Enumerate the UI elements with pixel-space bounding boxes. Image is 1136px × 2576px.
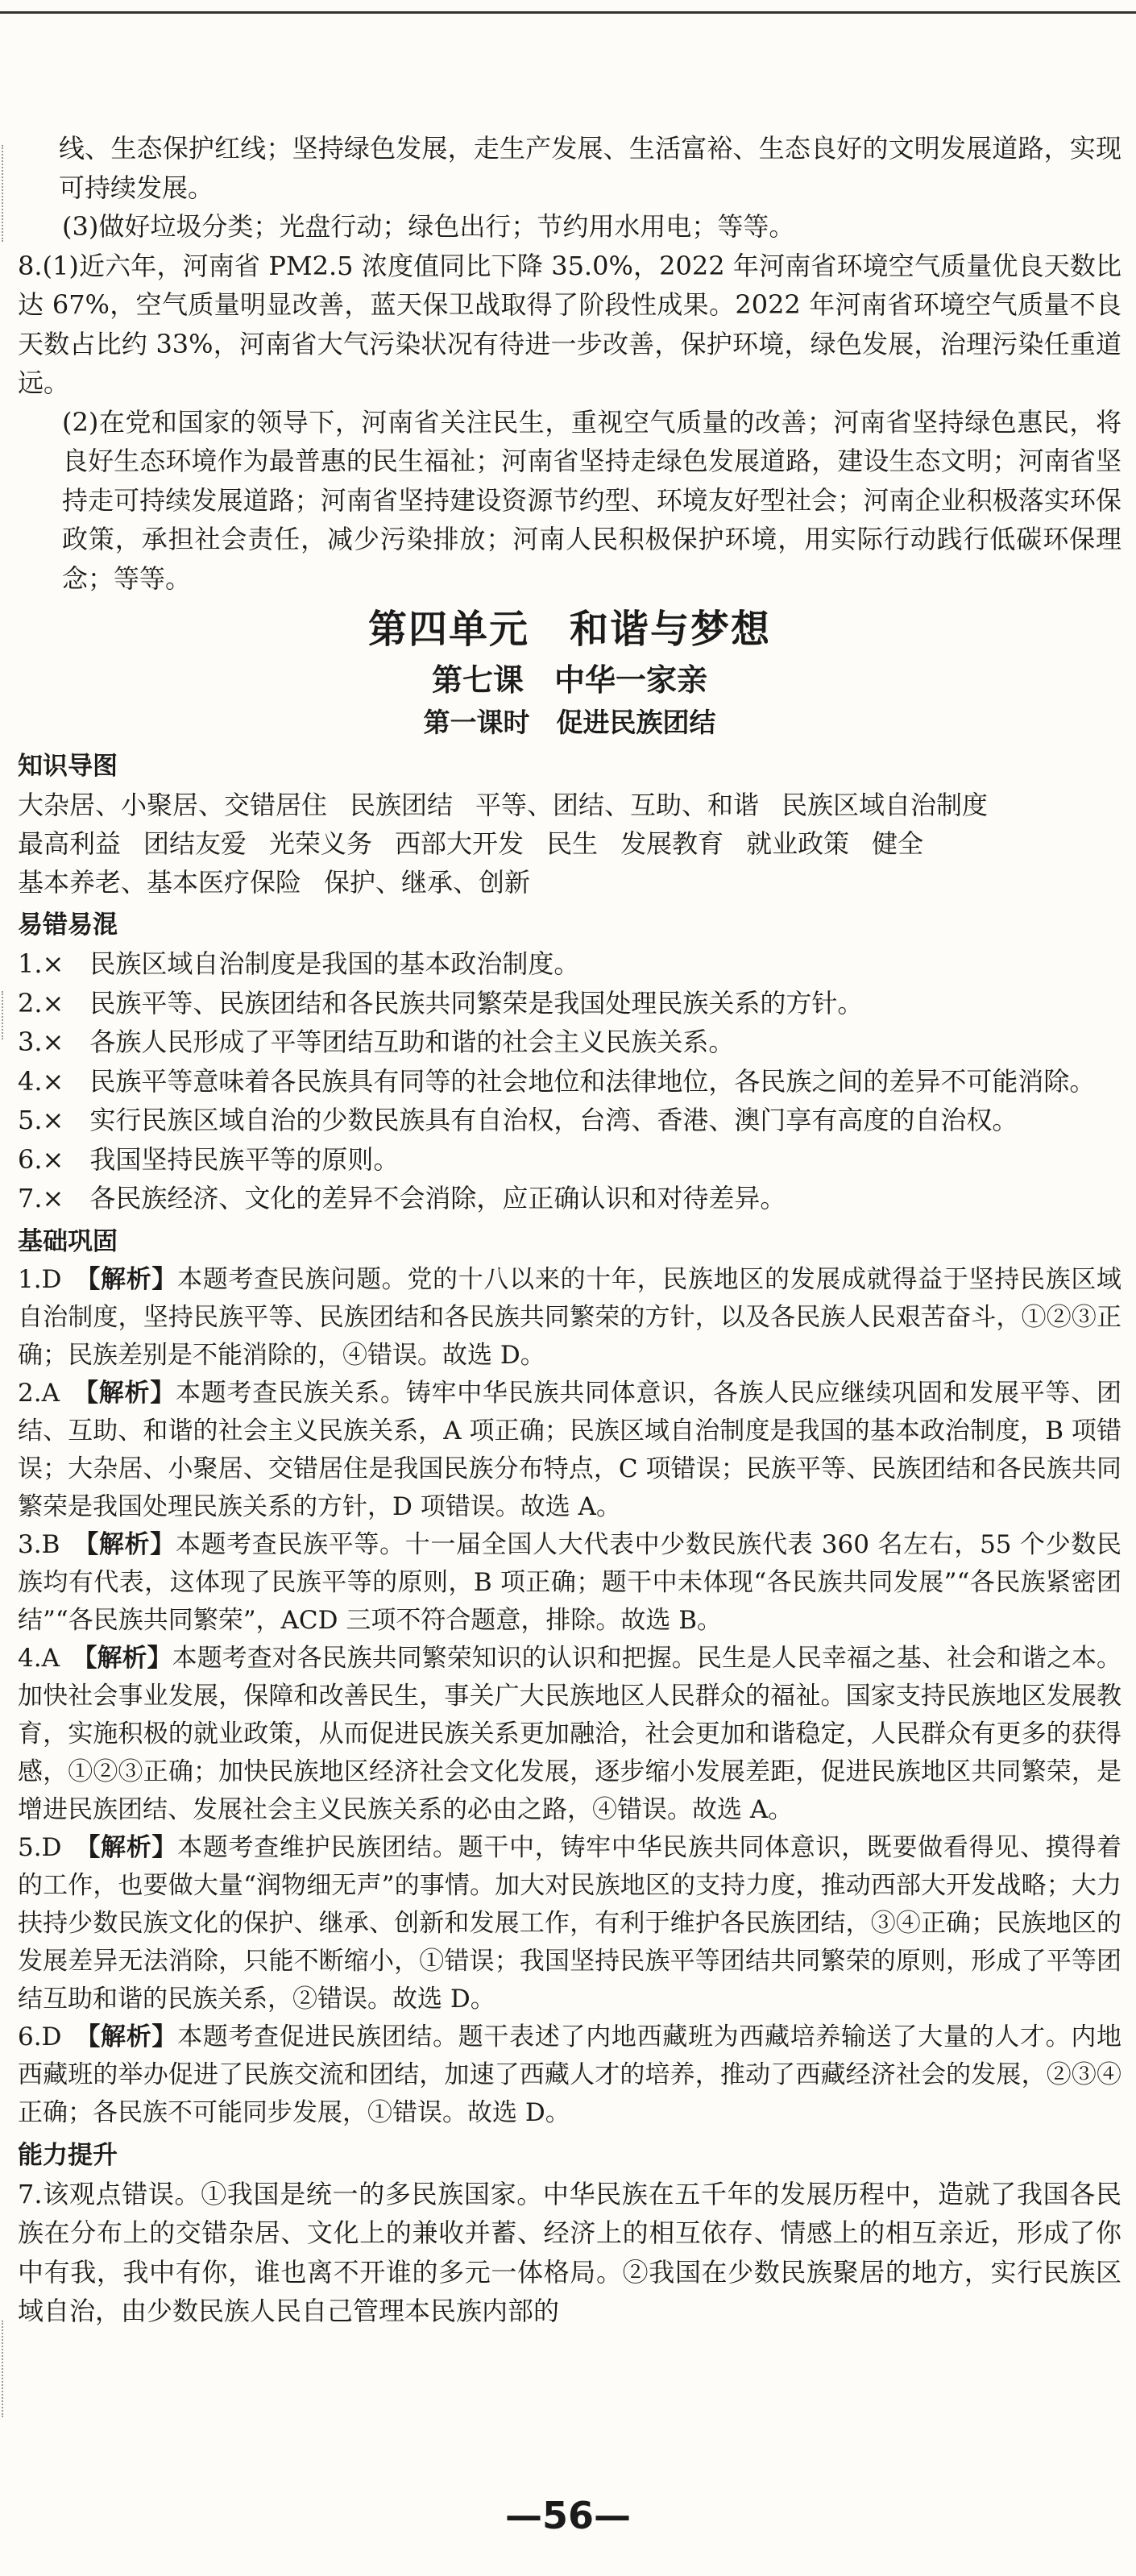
answer-text: 本题考查民族问题。党的十八以来的十年，民族地区的发展成就得益于坚持民族区域自治制度，坚持民族平等、民族团结和各民族共同繁荣的方针，以及各民族人民艰苦奋斗，①②③正确；民族差别是不能消除的，④错误。故选 D。 (18, 1264, 1122, 1370)
confusion-item: 7.× 各民族经济、文化的差异不会消除，应正确认识和对待差异。 (18, 1183, 786, 1213)
answer-text: 本题考查民族关系。铸牢中华民族共同体意识，各族人民应继续巩固和发展平等、团结、互助、和谐的社会主义民族关系，A 项正确；民族区域自治制度是我国的基本政治制度，B 项错误；大杂居、小聚居、交错居住是我国民族分布特点，C 项错误；民族平等、民族团结和各民族共同繁荣是我国处理民族关系的方针，D 项错误。故选 A。 (18, 1378, 1122, 1521)
keyword: 健全 (872, 828, 924, 859)
class-title: 第一课时 促进民族团结 (423, 707, 716, 738)
basics-answer (18, 1640, 1121, 1829)
basics-answer (18, 2018, 1121, 2132)
answer-paragraph: 8.(1)近六年，河南省 PM2.5 浓度值同比下降 35.0%，2022 年河南省环境空气质量优良天数比达 67%，空气质量明显改善，蓝天保卫战取得了阶段性成果。2022 年河南省环境空气质量不良天数占比约 33%，河南省大气污染状况有待进一步改善，保护环境，绿色发展，治理污染任重道远。 (18, 250, 1121, 398)
knowledge-line (18, 863, 1121, 902)
keyword: 西部大开发 (395, 828, 524, 859)
margin-mark (2, 145, 8, 242)
answer-number: 2.A (18, 1378, 60, 1408)
keyword: 就业政策 (746, 828, 850, 859)
basics-answer (18, 1829, 1121, 2018)
section-heading-knowledge-map: 知识导图 (18, 752, 118, 781)
confusion-item: 6.× 我国坚持民族平等的原则。 (18, 1143, 400, 1175)
unit-title: 第四单元 和谐与梦想 (367, 607, 771, 652)
answer-text: 本题考查维护民族团结。题干中，铸牢中华民族共同体意识，既要做看得见、摸得着的工作，也要做大量“润物细无声”的事情。加大对民族地区的支持力度，推动西部大开发战略；大力扶持少数民族文化的保护、继承、创新和发展工作，有利于维护各民族团结，③④正确；民族地区的发展差异无法消除，只能不断缩小，①错误；我国坚持民族平等团结共同繁荣的原则，形成了平等团结互助和谐的民族关系，②错误。故选 D。 (18, 1832, 1122, 2014)
answer-paragraph: (2)在党和国家的领导下，河南省关注民生，重视空气质量的改善；河南省坚持绿色惠民，将良好生态环境作为最普惠的民生福祉；河南省坚持走绿色发展道路，建设生态文明；河南省坚持走可持续发展道路；河南省坚持建设资源节约型、环境友好型社会；河南企业积极落实环保政策，承担社会责任，减少污染排放；河南人民积极保护环境，用实际行动践行低碳环保理念；等等。 (62, 406, 1121, 594)
analysis-label: 【解析】 (87, 1264, 178, 1294)
keyword: 基本养老、基本医疗保险 (18, 867, 302, 898)
answer-text: 本题考查促进民族团结。题干表述了内地西藏班为西藏培养输送了大量的人才。内地西藏班的举办促进了民族交流和团结，加速了西藏人才的培养，推动了西藏经济社会的发展，②③④正确；各民族不可能同步发展，①错误。故选 D。 (18, 2022, 1122, 2127)
keyword: 保护、继承、创新 (324, 867, 531, 898)
analysis-label: 【解析】 (87, 2022, 178, 2051)
keyword: 平等、团结、互助、和谐 (475, 790, 760, 820)
confusion-item: 1.× 民族区域自治制度是我国的基本政治制度。 (18, 948, 580, 979)
confusion-item: 4.× 民族平等意味着各民族具有同等的社会地位和法律地位，各民族之间的差异不可能消除。 (18, 1065, 1096, 1097)
answer-number: 3.B (18, 1529, 60, 1559)
knowledge-line (18, 824, 1121, 863)
confusion-item: 3.× 各族人民形成了平等团结互助和谐的社会主义民族关系。 (18, 1027, 735, 1057)
lesson-title: 第七课 中华一家亲 (431, 662, 707, 698)
top-rule (0, 11, 1136, 14)
keyword: 民族区域自治制度 (782, 790, 989, 820)
analysis-label: 【解析】 (85, 1643, 172, 1673)
answer-number: 1.D (18, 1264, 62, 1294)
basics-answer (18, 1375, 1121, 1526)
margin-mark (2, 2321, 8, 2417)
page-number: —56— (504, 2494, 631, 2537)
basics-answer (18, 1261, 1121, 1375)
improve-answer: 7.该观点错误。①我国是统一的多民族国家。中华民族在五千年的发展历程中，造就了我国各民族在分布上的交错杂居、文化上的兼收并蓄、经济上的相互依存、情感上的相互亲近，形成了你中有我，我中有你，谁也离不开谁的多元一体格局。②我国在少数民族聚居的地方，实行民族区域自治，由少数民族人民自己管理本民族内部的 (18, 2178, 1121, 2326)
answer-text: 本题考查对各民族共同繁荣知识的认识和把握。民生是人民幸福之基、社会和谐之本。加快社会事业发展，保障和改善民生，事关广大民族地区人民群众的福祉。国家支持民族地区发展教育，实施积极的就业政策，从而促进民族关系更加融洽，社会更加和谐稳定，人民群众有更多的获得感，①②③正确；加快民族地区经济社会文化发展，逐步缩小发展差距，促进民族地区共同繁荣，是增进民族团结、发展社会主义民族关系的必由之路，④错误。故选 A。 (18, 1643, 1122, 1824)
confusion-item: 2.× 民族平等、民族团结和各民族共同繁荣是我国处理民族关系的方针。 (18, 987, 864, 1018)
keyword: 团结友爱 (143, 828, 247, 859)
keyword: 发展教育 (620, 828, 724, 859)
page-content (18, 129, 1121, 2331)
keyword: 光荣义务 (269, 828, 373, 859)
keyword: 大杂居、小聚居、交错居住 (18, 790, 328, 820)
keyword: 民生 (546, 828, 599, 859)
answer-paragraph: (3)做好垃圾分类；光盘行动；绿色出行；节约用水用电；等等。 (62, 211, 795, 242)
section-heading-improve: 能力提升 (18, 2140, 118, 2170)
analysis-label: 【解析】 (85, 1529, 176, 1559)
continued-paragraph: 线、生态保护红线；坚持绿色发展，走生产发展、生活富裕、生态良好的文明发展道路，实现可持续发展。 (59, 133, 1121, 203)
section-heading-basics: 基础巩固 (18, 1226, 118, 1256)
keyword: 民族团结 (350, 790, 454, 820)
analysis-label: 【解析】 (87, 1832, 178, 1862)
knowledge-line (18, 786, 1121, 824)
confusion-item: 5.× 实行民族区域自治的少数民族具有自治权，台湾、香港、澳门享有高度的自治权。 (18, 1105, 1018, 1135)
basics-answer (18, 1526, 1121, 1640)
answer-number: 6.D (18, 2022, 62, 2051)
answer-text: 本题考查民族平等。十一届全国人大代表中少数民族代表 360 名左右，55 个少数民族均有代表，这体现了民族平等的原则，B 项正确；题干中未体现“各民族共同发展”“各民族紧密团结”“各民族共同繁荣”，ACD 三项不符合题意，排除。故选 B。 (18, 1529, 1122, 1635)
section-heading-confusion: 易错易混 (18, 911, 118, 940)
keyword: 最高利益 (18, 828, 122, 859)
analysis-label: 【解析】 (85, 1378, 176, 1408)
answer-number: 4.A (18, 1643, 60, 1673)
margin-mark (2, 991, 8, 1039)
answer-number: 5.D (18, 1832, 62, 1862)
